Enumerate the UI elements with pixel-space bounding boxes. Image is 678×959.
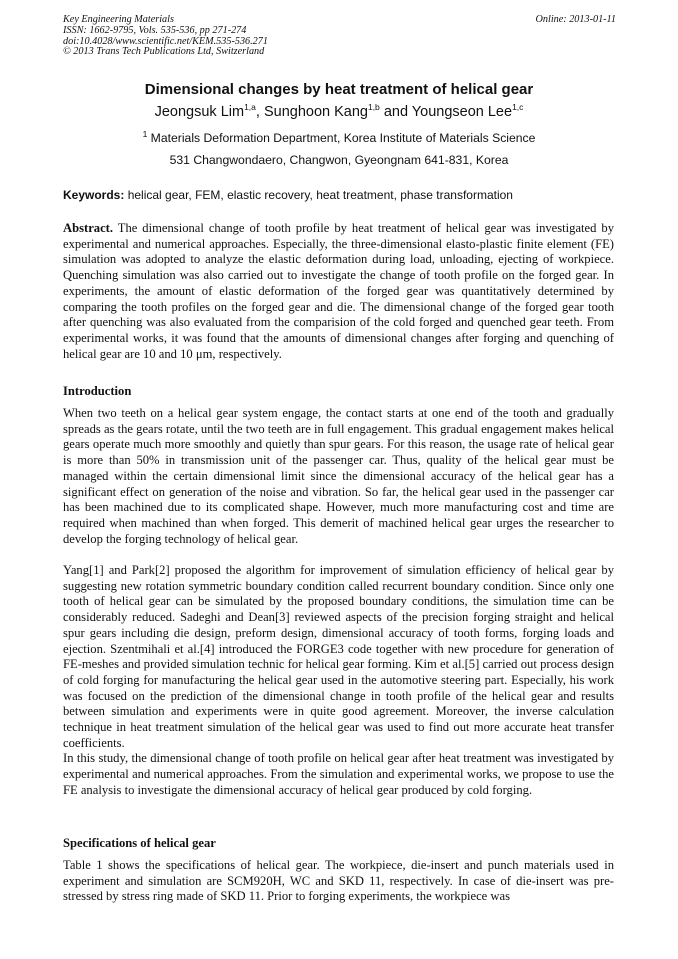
author-list	[0, 103, 678, 121]
abstract-text: The dimensional change of tooth profile by heat treatment of helical gear was investigated by experimental and numerical approaches. Especially, the three-dimensional elasto-plastic finite element (FE) simulation was adopted to analyze the elastic deformation during load, unloading, ejecting of workpiece. Quenching simulation was also carried out to investigate the change of tooth profile on the forged gear. In experiments, the amount of elastic deformation of the forged gear was quantitatively determined by comparing the tooth profiles on the forged gear and die. The dimensional change of the forged gear tooth after quenching was also evaluated from the comparision of the cold forged and quenched gear teeth. From experimental works, it was found that the amounts of dimensional changes after forging and quenching of helical gear are 10 and 10 μm, respectively.	[63, 221, 614, 361]
affiliation-line-1	[0, 128, 678, 146]
author-affiliation-mark: 1,c	[512, 102, 524, 113]
author-separator: ,	[255, 104, 264, 120]
author-separator: and	[379, 104, 412, 120]
keywords-text: helical gear, FEM, elastic recovery, heat treatment, phase transformation	[124, 188, 513, 202]
introduction-paragraph-2	[63, 563, 614, 799]
author-name: Sunghoon Kang	[263, 104, 368, 120]
paper-title: Dimensional changes by heat treatment of helical gear	[144, 81, 534, 98]
author-name: Jeongsuk Lim	[154, 104, 245, 120]
paragraph-text: Table 1 shows the specifications of helical gear. The workpiece, die-insert and punch materials used in experiment and simulation are SCM920H, WC and SKD 11, respectively. In case of die-insert was pre-stressed by stress ring made of SKD 11. Prior to forging experiments, the workpiece was	[63, 858, 614, 904]
keywords	[63, 188, 623, 203]
journal-header	[63, 15, 616, 58]
author-affiliation-mark: 1,a	[244, 102, 256, 113]
section-heading-introduction: Introduction	[63, 384, 132, 398]
abstract-label: Abstract.	[63, 221, 114, 235]
online-date: Online: 2013-01-11	[535, 14, 616, 25]
abstract	[63, 221, 614, 362]
keywords-label: Keywords:	[63, 188, 125, 202]
abstract-paragraph	[63, 221, 614, 362]
affiliation-department: Materials Deformation Department, Korea Institute of Materials Science	[147, 131, 536, 145]
introduction-paragraph-1	[63, 406, 614, 547]
paragraph-text: Yang[1] and Park[2] proposed the algorithm for improvement of simulation efficiency of helical gear by suggesting new rotation symmetric boundary condition called recurrent boundary condition. Since only one tooth of helical gear can be simulated by the proposed boundary conditions, the simulation time can be considerably reduced. Sadeghi and Dean[3] reviewed aspects of the precision forging straight and helical spur gears including die design, preform design, dimensional accuracy of tooth forms, forging loads and ejection. Szentmihali et al.[4] introduced the FORGE3 code together with new procedure for generation of FE-meshes and provided simulation technic for helical gear forming. Kim et al.[5] carried out process design of cold forging for manufacturing the helical gear used in the automotive steering part. Especially, his work was focused on the prediction of the dimensional change in tooth profile of the helical gear and results between simulation and experiments were in quite good agreement. Moreover, the inverse calculation technique in heat treatment simulation of the helical gear was used to find out more accurate heat transfer coefficients.	[63, 563, 614, 750]
author-affiliation-mark: 1,b	[367, 102, 380, 113]
journal-name: Key Engineering Materials	[63, 14, 174, 25]
issn-line: ISSN: 1662-9795, Vols. 535-536, pp 271-274	[63, 24, 247, 36]
doi-line[interactable]: doi:10.4028/www.scientific.net/KEM.535-536.271	[63, 35, 268, 47]
paragraph-text: In this study, the dimensional change of tooth profile on helical gear after heat treatment was investigated by experimental and numerical approaches. From the simulation and experimental works, we propose to use the FE analysis to investigate the dimensional accuracy of helical gear produced by cold forging.	[63, 751, 614, 797]
affiliation-mark: 1	[142, 128, 148, 139]
copyright-line: © 2013 Trans Tech Publications Ltd, Switzerland	[63, 46, 265, 58]
paragraph-text: When two teeth on a helical gear system engage, the contact starts at one end of the tooth and gradually spreads as the gears rotate, until the two teeth are in full engagement. This gradual engagement makes helical gears operate much more smoothly and quietly than spur gears. For this reason, the usage rate of helical gear is more than 50% in transmission unit of the passenger car. Thus, quality of the helical gear must be managed within the certain dimensional limit since the dimensional accuracy of the helical gear has a significant effect on generation of the noise and vibration. So far, the helical gear used in the passenger car has been machined due to its complicated shape. However, much more manufacturing cost and time are required when machined than when forged. This demerit of machined helical gear urges the researcher to develop the forging technology of helical gear.	[63, 406, 614, 546]
author-name: Youngseon Lee	[411, 104, 513, 120]
affiliation-address: 531 Changwondaero, Changwon, Gyeongnam 641-831, Korea	[169, 153, 509, 167]
section-heading-specifications: Specifications of helical gear	[63, 836, 216, 850]
specifications-paragraph	[63, 858, 614, 905]
